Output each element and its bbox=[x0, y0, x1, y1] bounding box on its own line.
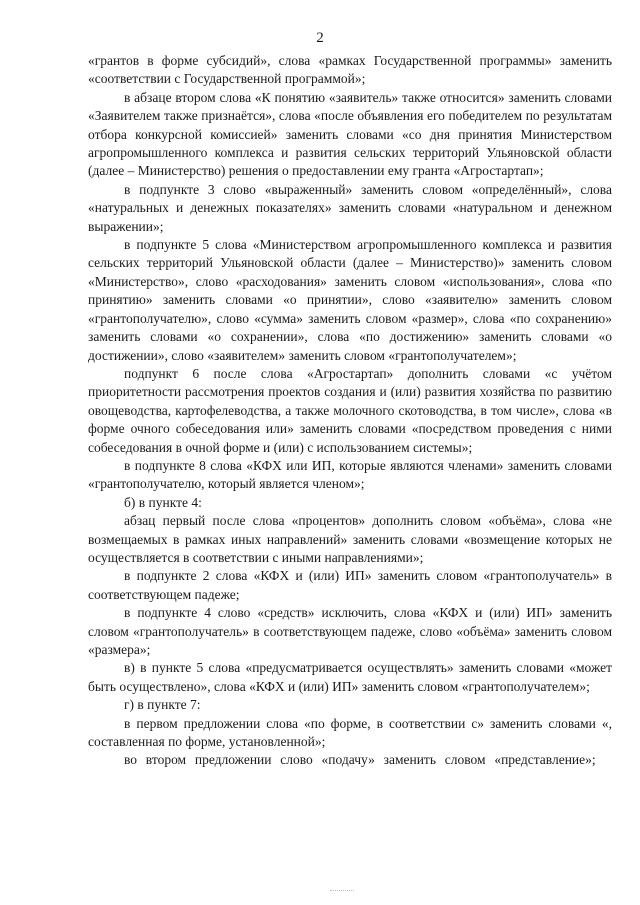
paragraph: во втором предложении слово «подачу» заменить словом «представление»; bbox=[124, 752, 596, 768]
paragraph: «грантов в форме субсидий», слова «рамках Государственной программы» заменить «соответствии с Государственной программой»; bbox=[88, 53, 612, 87]
paragraph: в подпункте 2 слова «КФХ и (или) ИП» заменить словом «грантополучатель» в соответствующем падеже; bbox=[88, 568, 612, 602]
paragraph: в) в пункте 5 слова «предусматривается осуществлять» заменить словами «может быть осуществлено», слова «КФХ и (или) ИП» заменить словом «грантополучателем»; bbox=[88, 660, 612, 694]
document-body bbox=[88, 52, 612, 770]
page-number: 2 bbox=[316, 30, 324, 46]
paragraph: абзац первый после слова «процентов» дополнить словом «объёма», слова «не возмещаемых в рамках иных направлений» заменить словами «возмещение которых не осуществляется в соответствии с иными направлениями»; bbox=[88, 513, 612, 565]
paragraph: подпункт 6 после слова «Агростартап» дополнить словами «с учётом приоритетности рассмотрения проектов создания и (или) развития хозяйства по развитию овощеводства, картофелеводства, а также молочного скотоводства, в том числе», слова «в форме очного собеседования или» заменить словами «посредством проведения с ними собеседования в очной форме и (или) с использованием системы»; bbox=[88, 365, 612, 455]
paragraph: в абзаце втором слова «К понятию «заявитель» также относится» заменить словами «Заявителем также признаётся», слова «после объявления его победителем по результатам отбора конкурсной комиссией» заменить словами «со дня принятия Министерством агропромышленного комплекса и развития сельских территорий Ульяновской области (далее – Министерство) решения о предоставлении ему гранта «Агростартап»; bbox=[88, 89, 612, 179]
paragraph: в первом предложении слова «по форме, в соответствии с» заменить словами «, составленная по форме, установленной»; bbox=[88, 715, 612, 750]
paragraph: в подпункте 4 слово «средств» исключить, слова «КФХ и (или) ИП» заменить словом «грантополучатель» в соответствующем падеже, слово «объёма» заменить словом «размера»; bbox=[88, 605, 612, 657]
paragraph: б) в пункте 4: bbox=[124, 494, 202, 510]
paragraph: в подпункте 5 слова «Министерством агропромышленного комплекса и развития сельских территорий Ульяновской области (далее – Министерство)» заменить словом «Министерство», слово «расходования» заменить словом «использования», слова «по принятию» заменить словами «о принятии», слово «заявителю» заменить словом «грантополучателю», слово «сумма» заменить словом «размер», слова «по сохранению» заменить словами «о сохранении», слова «по достижению» заменить словами «о достижении», слово «заявителем» заменить словом «грантополучателем»; bbox=[88, 237, 612, 363]
paragraph: г) в пункте 7: bbox=[124, 697, 201, 713]
paragraph: в подпункте 3 слово «выраженный» заменить словом «определённый», слова «натуральных и денежных показателях» заменить словами «натуральном и денежном выражении»; bbox=[88, 181, 612, 234]
paragraph: в подпункте 8 слова «КФХ или ИП, которые являются членами» заменить словами «грантополучателю, который является членом»; bbox=[88, 457, 612, 492]
scan-artifact bbox=[330, 882, 354, 891]
